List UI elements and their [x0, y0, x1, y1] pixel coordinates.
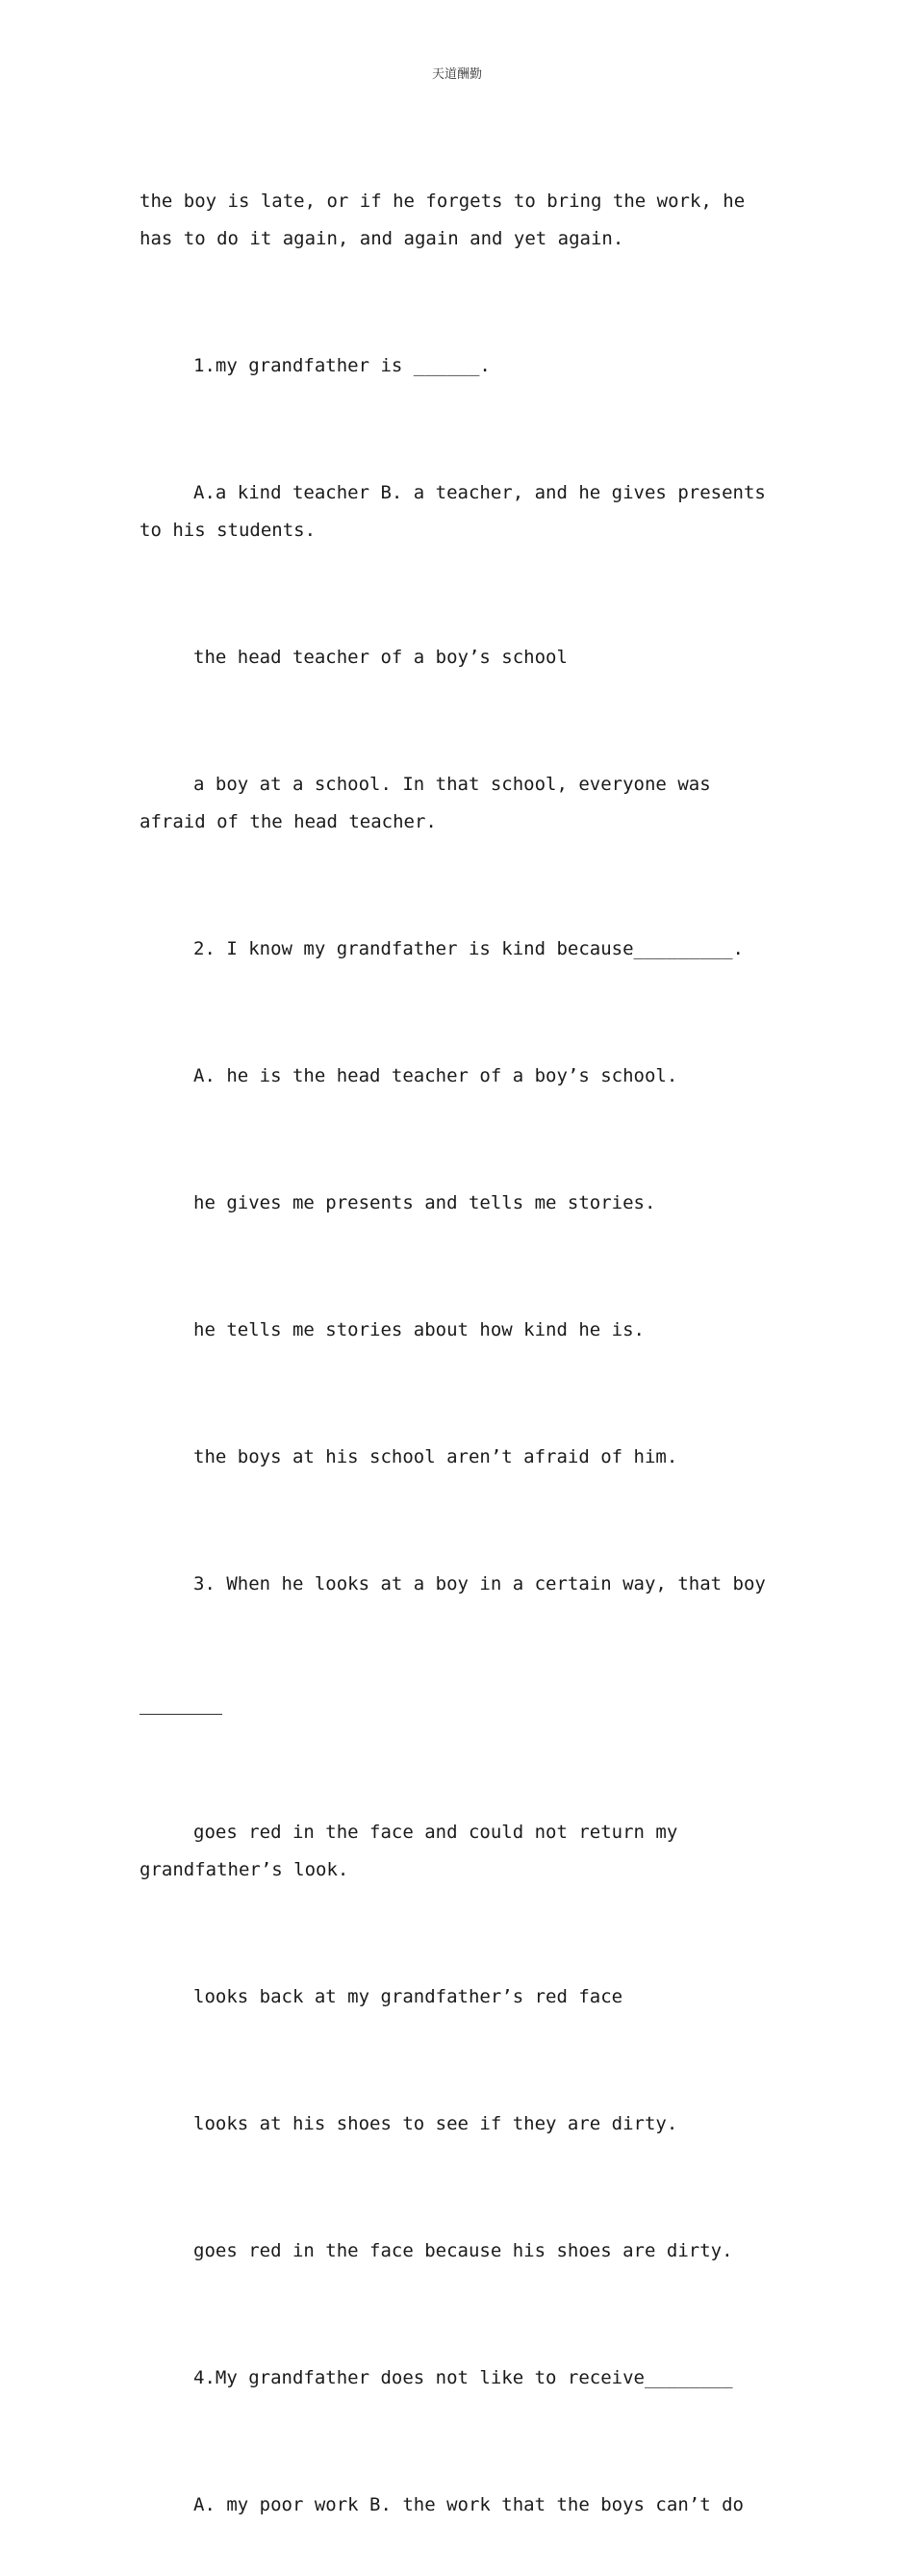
- question-1: 1.my grandfather is ______.: [193, 355, 491, 376]
- question-3-option-a: goes red in the face and could not return my grandfather’s look.: [140, 1822, 689, 1880]
- question-3-option-d: goes red in the face because his shoes are dirty.: [193, 2240, 733, 2261]
- page-header: 天道酬勤: [431, 67, 482, 82]
- question-2-option-b: he gives me presents and tells me stories.: [193, 1192, 656, 1213]
- blank-underline: [140, 1714, 222, 1715]
- passage-continuation: the boy is late, or if he forgets to bring the work, he has to do it again, and again and yet again.: [140, 191, 756, 249]
- question-1-option-a-b: A.a kind teacher B. a teacher, and he gives presents to his students.: [140, 482, 777, 541]
- question-2-option-a: A. he is the head teacher of a boy’s school.: [193, 1065, 678, 1086]
- question-1-option-c: the head teacher of a boy’s school: [193, 647, 568, 668]
- question-1-option-d: a boy at a school. In that school, everyone was afraid of the head teacher.: [140, 774, 723, 832]
- question-3-option-c: looks at his shoes to see if they are dirty.: [193, 2113, 678, 2134]
- question-3-option-b: looks back at my grandfather’s red face: [193, 1986, 623, 2007]
- question-3: 3. When he looks at a boy in a certain way, that boy: [193, 1573, 766, 1594]
- question-2-option-c: he tells me stories about how kind he is.: [193, 1319, 645, 1340]
- question-2: 2. I know my grandfather is kind because_________.: [193, 938, 744, 959]
- document-body: [140, 108, 777, 2576]
- question-4-option-a-b: A. my poor work B. the work that the boys can’t do: [193, 2494, 744, 2515]
- answer-blank: [140, 1693, 774, 1724]
- question-2-option-d: the boys at his school aren’t afraid of him.: [193, 1446, 678, 1467]
- question-4: 4.My grandfather does not like to receive________: [193, 2367, 733, 2388]
